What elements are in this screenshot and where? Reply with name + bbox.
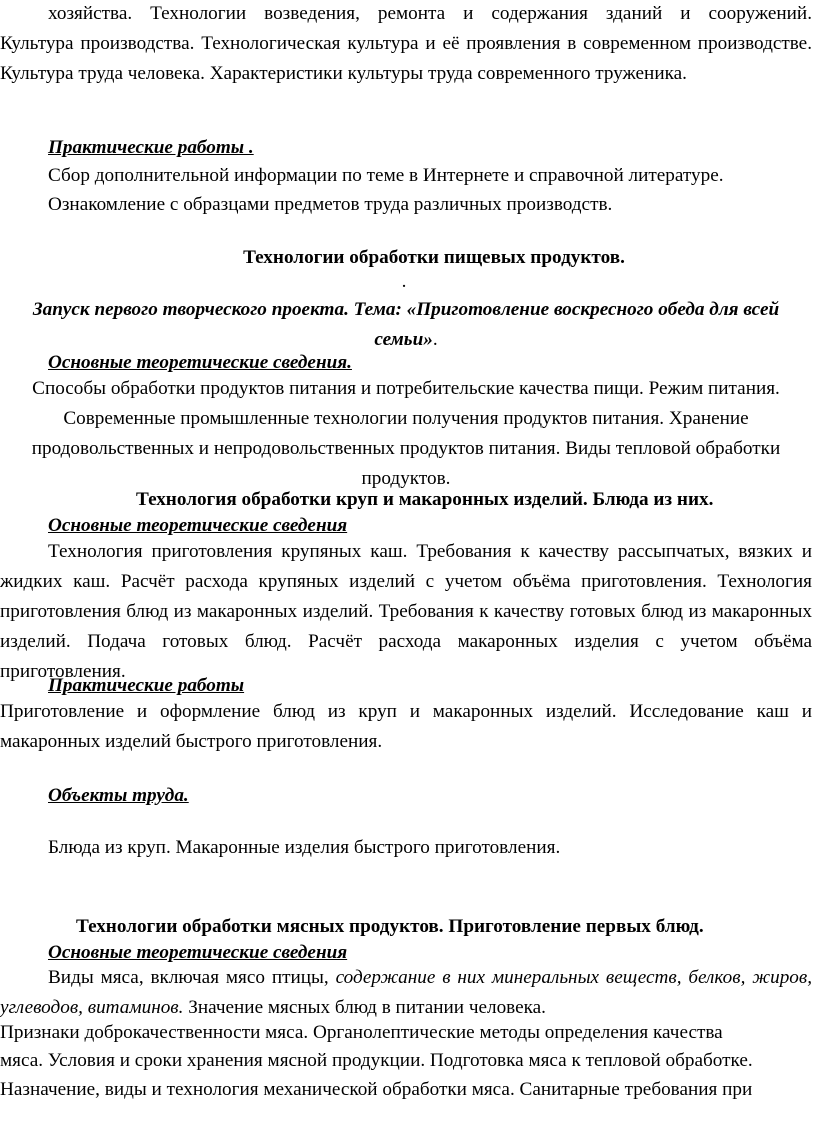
- section-title-meat: Технологии обработки мясных продуктов. Приготовление первых блюд.: [76, 916, 704, 937]
- practice-heading: Практические работы .: [48, 137, 254, 158]
- project-title-end: .: [432, 329, 438, 350]
- meat-line-2: мяса. Условия и сроки хранения мясной продукции. Подготовка мяса к тепловой обработке.: [0, 1050, 753, 1071]
- theory-heading-grains: Основные теоретические сведения: [48, 515, 348, 536]
- practice-text-grains: Приготовление и оформление блюд из круп и макаронных изделий. Исследование каш и макаронных изделий быстрого приготовления.: [0, 701, 812, 752]
- intro-paragraph: Культура производства. Технологическая культура и её проявления в современном производстве. Культура труда человека. Характеристики культуры труда современного труженика.: [0, 33, 812, 84]
- theory-text-food: Способы обработки продуктов питания и потребительские качества пищи. Режим питания. Современные промышленные технологии получения продуктов питания. Хранение продовольственных и непродовольственных продуктов питания. Виды тепловой обработки продуктов.: [31, 378, 781, 489]
- project-title-line2: семьи»: [374, 329, 433, 350]
- objects-heading: Объекты труда.: [48, 785, 189, 806]
- practice-item-2: Ознакомление с образцами предметов труда различных производств.: [48, 194, 613, 215]
- meat-line-1: Признаки доброкачественности мяса. Органолептические методы определения качества: [0, 1022, 723, 1043]
- meat-text-italic: содержание в них минеральных веществ, белков, жиров, углеводов, витаминов.: [0, 967, 813, 1018]
- theory-text-grains: Технология приготовления крупяных каш. Требования к качеству рассыпчатых, вязких и жидких каш. Расчёт расхода крупяных изделий с учетом объёма приготовления. Технология приготовления блюд из макаронных изделий. Требования к качеству готовых блюд из макаронных изделий. Подача готовых блюд. Расчёт расхода макаронных изделия с учетом объёма приготовления.: [0, 541, 812, 682]
- practice-heading-grains: Практические работы: [48, 675, 245, 696]
- theory-heading-meat: Основные теоретические сведения: [48, 942, 348, 963]
- meat-line-3: Назначение, виды и технология механической обработки мяса. Санитарные требования при: [0, 1079, 753, 1100]
- practice-item-1: Сбор дополнительной информации по теме в Интернете и справочной литературе.: [48, 165, 724, 186]
- intro-first-line: хозяйства. Технологии возведения, ремонта и содержания зданий и сооружений.: [48, 3, 812, 24]
- objects-text: Блюда из круп. Макаронные изделия быстрого приготовления.: [48, 837, 561, 858]
- theory-text-meat: [0, 963, 812, 1023]
- section-title-grains: Технология обработки круп и макаронных изделий. Блюда из них.: [136, 489, 714, 510]
- project-title-line1: Запуск первого творческого проекта. Тема: «Приготовление воскресного обеда для всей: [32, 299, 780, 320]
- theory-heading-food: Основные теоретические сведения.: [48, 352, 352, 373]
- meat-text-end: Значение мясных блюд в питании человека.: [183, 997, 546, 1018]
- meat-text-start: Виды мяса, включая мясо птицы,: [48, 967, 336, 988]
- project-title: [0, 295, 812, 355]
- section-title-food: Технологии обработки пищевых продуктов.: [243, 247, 625, 268]
- separator-dot: .: [401, 271, 407, 292]
